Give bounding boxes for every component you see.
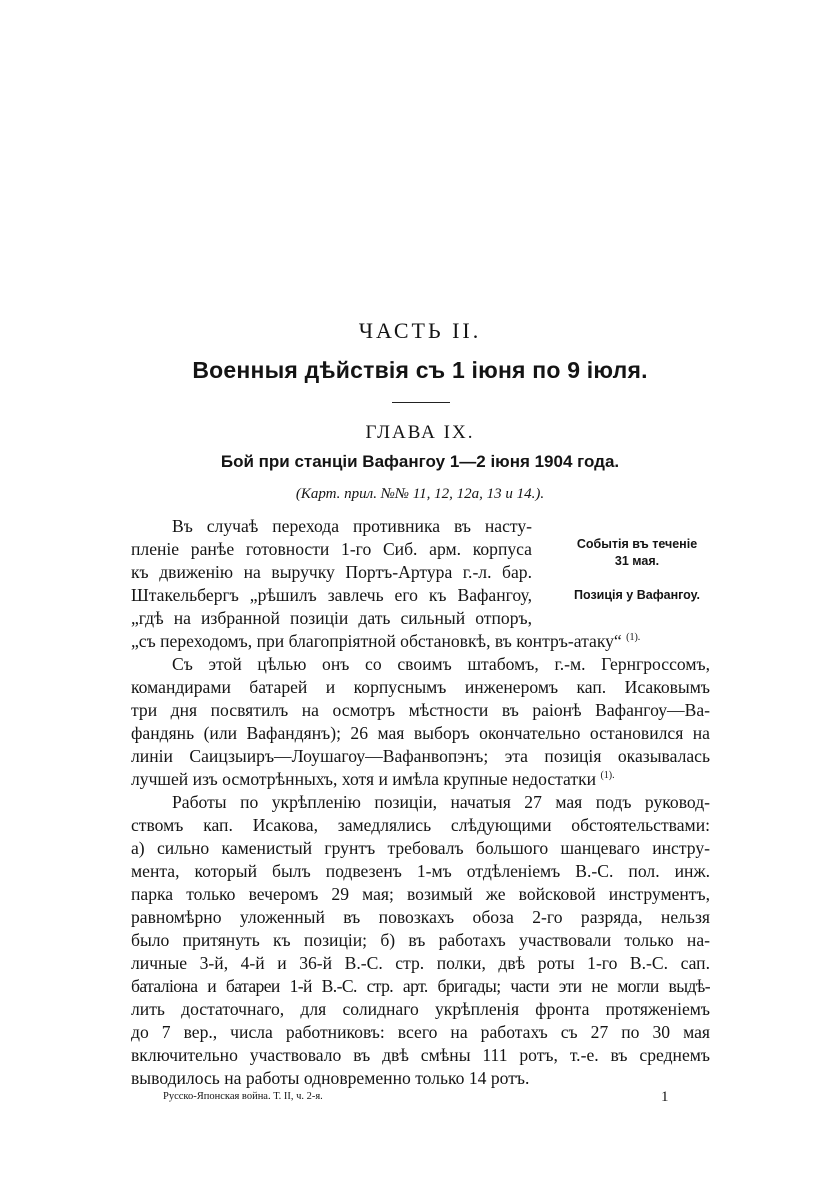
margin-note-events: Событія въ теченіе 31 мая. [576,537,698,568]
text-line: до 7 вер., числа работниковъ: всего на работахъ съ 27 по 30 мая [131,1022,710,1042]
text-line: было притянуть къ позиціи; б) въ работахъ участвовали только на- [131,930,710,950]
text-line: „гдѣ на избранной позиціи дать сильный отпоръ, [131,608,532,628]
text-line: выводилось на работы одновременно только 14 ротъ. [131,1068,530,1088]
text-line: „съ переходомъ, при благопріятной обстановкѣ, въ контръ-атаку“ $^{(1).}$ [131,631,641,651]
chapter-heading: ГЛАВА IX. [365,422,475,443]
text-line: ствомъ кап. Исакова, замедлялись слѣдующими обстоятельствами: [131,815,710,835]
text-line: командирами батарей и корпуснымъ инженеромъ кап. Исаковымъ [131,677,710,697]
text-line: фандянь (или Вафандянъ); 26 мая выборъ окончательно остановился на [131,723,710,743]
page-number: 1 [661,1089,669,1105]
text-line: баталіона и батареи 1-й В.-С. стр. арт. бригады; части эти не могли выдѣ- [131,976,710,996]
maps-reference: (Карт. прил. №№ 11, 12, 12а, 13 и 14.). [295,486,545,502]
text-line: равномѣрно уложенный въ повозкахъ обоза 2-го разряда, нельзя [131,907,710,927]
text-line: а) сильно каменистый грунтъ требовалъ большого шанцеваго инстру- [131,838,710,858]
text-line: пленіе ранѣе готовности 1-го Сиб. арм. корпуса [131,539,532,559]
text-line: парка только вечеромъ 29 мая; возимый же войсковой инструментъ, [131,884,710,904]
text-line: лить достаточнаго, для солиднаго укрѣпленія фронта протяженіемъ [131,999,710,1019]
footnote-ref: (1). [626,632,641,644]
text-line: къ движенію на выручку Портъ-Артура г.-л. бар. [131,562,532,582]
text-line: Штакельбергъ „рѣшилъ завлечь его къ Вафангоу, [131,585,532,605]
title-divider [392,402,450,403]
text-line: три дня посвятилъ на осмотръ мѣстности въ раіонѣ Вафангоу—Ва- [131,700,710,720]
footnote-ref: (1). [600,770,615,782]
text-line: мента, который былъ подвезенъ 1-мъ отдѣленіемъ В.-С. пол. инж. [131,861,710,881]
footer-book-title: Русско-Японская война. Т. II, ч. 2-я. [163,1091,323,1102]
margin-note-position: Позиція у Вафангоу. [574,588,700,602]
text-line: лучшей изъ осмотрѣнныхъ, хотя и имѣла крупные недостатки $^{(1).}$ [131,769,615,789]
part-title: Военныя дѣйствія съ 1 іюня по 9 іюля. [192,357,648,383]
text-line: Въ случаѣ перехода противника въ насту- [172,516,532,536]
text-line: Съ этой цѣлью онъ со своимъ штабомъ, г.-м. Гернгроссомъ, [172,654,710,674]
text-line: линіи Саицзыиръ—Лоушагоу—Вафанвопэнъ; эта позиція оказывалась [131,746,710,766]
part-heading: ЧАСТЬ II. [358,318,482,343]
chapter-title: Бой при станціи Вафангоу 1—2 іюня 1904 года. [220,452,620,471]
text-line: Работы по укрѣпленію позиціи, начатыя 27 мая подъ руковод- [172,792,710,812]
text-line: личные 3-й, 4-й и 36-й В.-С. стр. полки, двѣ роты 1-го В.-С. сап. [131,953,710,973]
text-line: включительно участвовало въ двѣ смѣны 111 ротъ, т.-е. въ среднемъ [131,1045,710,1065]
